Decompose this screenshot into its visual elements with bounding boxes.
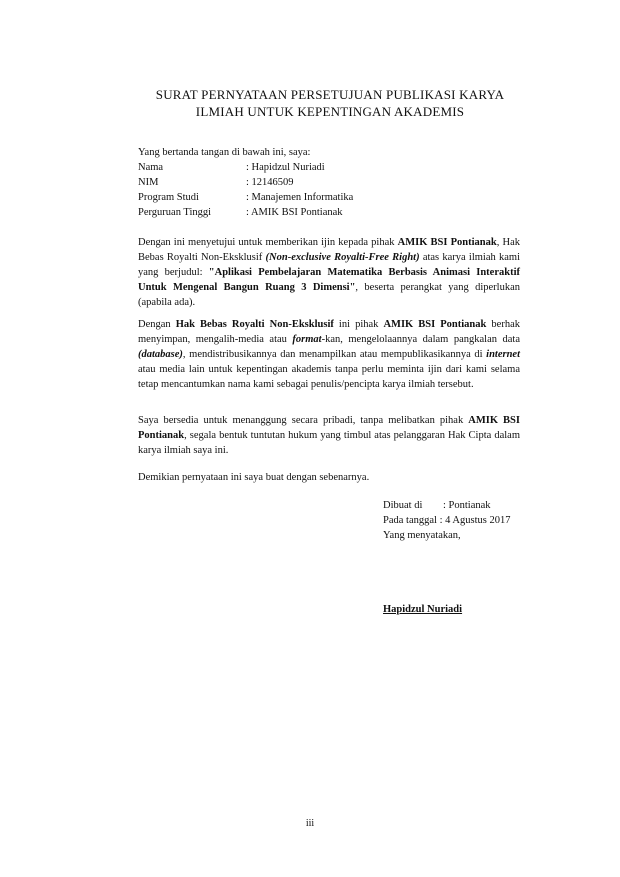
text-run: -kan, mengelolaannya dalam pangkalan data <box>321 334 520 345</box>
text-run: Saya bersedia untuk menanggung secara pribadi, tanpa melibatkan pihak <box>138 415 469 426</box>
text-run: ini pihak <box>333 319 384 330</box>
page-number: iii <box>305 818 315 829</box>
identity-value: : AMIK BSI Pontianak <box>246 207 343 218</box>
identity-row-institution <box>138 205 353 220</box>
text-run: , Hak Bebas Royalti Non-Eksklusif <box>138 237 520 263</box>
identity-row-nim <box>138 175 353 190</box>
institution-name: AMIK BSI Pontianak <box>138 415 520 441</box>
liability-paragraph <box>138 413 520 458</box>
place-label: Dibuat di <box>383 500 423 511</box>
identity-label: Perguruan Tinggi <box>138 207 212 218</box>
identity-value: : Hapidzul Nuriadi <box>246 162 325 173</box>
license-term: (Non-exclusive Royalti-Free Right) <box>265 252 420 263</box>
identity-value: : 12146509 <box>246 177 294 188</box>
term-format: format <box>292 334 322 345</box>
place-value: : Pontianak <box>443 500 491 511</box>
rights-paragraph <box>138 317 520 392</box>
document-title <box>90 86 570 120</box>
term-internet: internet <box>486 349 520 360</box>
identity-value: : Manajemen Informatika <box>246 192 354 203</box>
declarer-row: Yang menyatakan, <box>383 530 461 541</box>
identity-label: Program Studi <box>138 192 199 203</box>
text-run: Dengan ini menyetujui untuk memberikan ijin kepada pihak <box>138 237 398 248</box>
signer-name: Hapidzul Nuriadi <box>383 604 463 615</box>
text-run: atau media lain untuk kepentingan akademis tanpa perlu meminta ijin dari kami selama tetap mencantumkan nama kami sebagai penulis/pencipta karya ilmiah tersebut. <box>138 364 520 390</box>
intro-text: Yang bertanda tangan di bawah ini, saya: <box>138 147 311 158</box>
title-line-2: ILMIAH UNTUK KEPENTINGAN AKADEMIS <box>195 104 465 119</box>
text-run: atas karya ilmiah kami yang berjudul: <box>138 252 520 278</box>
identity-row-name <box>138 160 353 175</box>
text-run: , segala bentuk tuntutan hukum yang timbul atas pelanggaran Hak Cipta dalam karya ilmiah saya ini. <box>138 430 520 456</box>
identity-label: NIM <box>138 177 159 188</box>
institution-name: AMIK BSI Pontianak <box>397 237 497 248</box>
title-line-1: SURAT PERNYATAAN PERSETUJUAN PUBLIKASI KARYA <box>155 87 505 102</box>
institution-name: AMIK BSI Pontianak <box>383 319 487 330</box>
place-row <box>383 498 510 513</box>
consent-paragraph <box>138 235 520 310</box>
signature-block <box>383 498 510 543</box>
identity-table <box>138 160 353 220</box>
text-run: , beserta perangkat yang diperlukan (apabila ada). <box>138 282 520 308</box>
date-row: Pada tanggal : 4 Agustus 2017 <box>383 515 511 526</box>
closing-paragraph: Demikian pernyataan ini saya buat dengan sebenarnya. <box>138 472 370 483</box>
text-run: berhak menyimpan, mengalih-media atau <box>138 319 520 345</box>
term-database: (database) <box>138 349 183 360</box>
identity-row-program <box>138 190 353 205</box>
license-name: Hak Bebas Royalti Non-Eksklusif <box>175 319 334 330</box>
work-title: "Aplikasi Pembelajaran Matematika Berbasis Animasi Interaktif Untuk Mengenal Bangun Ruang 3 Dimensi" <box>138 267 520 293</box>
identity-label: Nama <box>138 162 164 173</box>
text-run: , mendistribusikannya dan menampilkan atau mempublikasikannya di <box>182 349 487 360</box>
text-run: Dengan <box>138 319 176 330</box>
